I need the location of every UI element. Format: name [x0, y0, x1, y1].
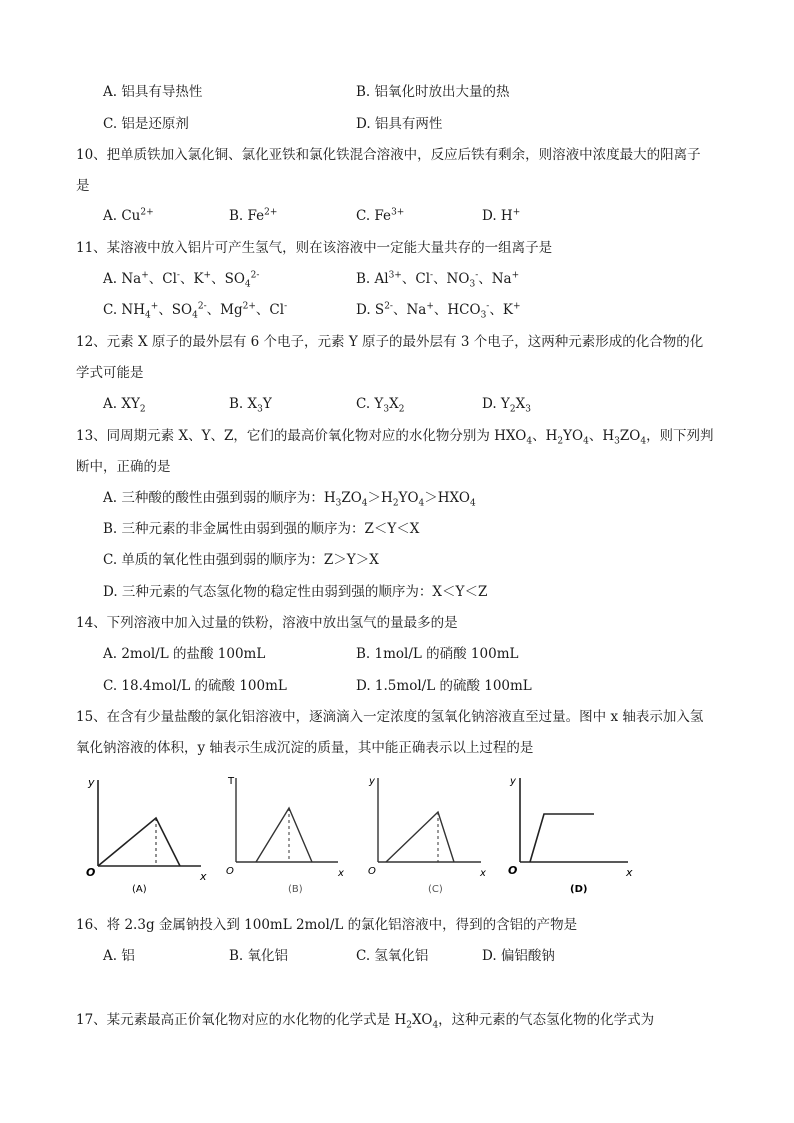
q13-option-b: B. 三种元素的非金属性由弱到强的顺序为：Z＜Y＜X: [103, 521, 420, 537]
q15-graphs: [76, 770, 656, 900]
q9-option-d: D. 铝具有两性: [356, 116, 443, 132]
q13-stem-line2: 断中，正确的是: [76, 459, 171, 475]
graph-b-label: (B): [288, 884, 303, 895]
q14-option-c: C. 18.4mol/L 的硫酸 100mL: [103, 678, 287, 694]
q12-option-b: B. $X_3Y$: [229, 396, 272, 415]
q11-option-b: B. $Al^{3+}$、Cl-、$NO_3^-$、Na+: [356, 270, 520, 290]
graph-a-y-label: y: [88, 776, 95, 789]
q14-option-d: D. 1.5mol/L 的硫酸 100mL: [356, 678, 532, 694]
q11-option-a: A. Na+、Cl-、K+、$SO_4^{2-}$: [103, 270, 260, 290]
q9-option-b: B. 铝氧化时放出大量的热: [356, 84, 510, 100]
q11-stem: 11、某溶液中放入铝片可产生氢气，则在该溶液中一定能大量共存的一组离子是: [76, 240, 553, 256]
graph-b-origin: O: [226, 866, 234, 877]
graph-c-x-label: x: [480, 868, 486, 879]
q13-stem-line1: 13、同周期元素 X、Y、Z，它们的最高价氧化物对应的水化物分别为 $HXO_4$、$H_2YO_4$、$H_3ZO_4$，则下列判: [76, 428, 714, 447]
graph-a-curve: [98, 818, 180, 866]
q16-option-d: D. 偏铝酸钠: [482, 948, 555, 964]
q10-option-b: B. $Fe^{2+}$: [229, 207, 278, 224]
graph-d-x-label: x: [626, 866, 633, 879]
q16-option-c: C. 氢氧化铝: [356, 948, 429, 964]
q14-stem: 14、下列溶液中加入过量的铁粉，溶液中放出氢气的量最多的是: [76, 615, 458, 631]
graph-b-curve: [256, 808, 312, 862]
graph-c-curve: [386, 812, 454, 862]
q9-option-a: A. 铝具有导热性: [103, 84, 203, 100]
graph-d-y-label: y: [510, 776, 516, 787]
q12-option-c: C. $Y_3X_2$: [356, 396, 405, 415]
graph-d: [520, 778, 628, 862]
graph-a-label: (A): [132, 884, 147, 895]
q10-option-c: C. $Fe^{3+}$: [356, 207, 405, 224]
graph-a: [98, 780, 201, 866]
q12-stem-line1: 12、元素 X 原子的最外层有 6 个电子，元素 Y 原子的最外层有 3 个电子，这两种元素形成的化合物的化: [76, 334, 704, 350]
q12-stem-line2: 学式可能是: [76, 365, 144, 381]
q13-option-d: D. 三种元素的气态氢化物的稳定性由弱到强的顺序为：X＜Y＜Z: [103, 584, 488, 600]
q12-option-d: D. $Y_2X_3$: [482, 396, 531, 415]
graph-a-origin: O: [86, 866, 96, 879]
q16-option-a: A. 铝: [103, 948, 135, 964]
q15-stem-line1: 15、在含有少量盐酸的氯化铝溶液中，逐滴滴入一定浓度的氢氧化钠溶液直至过量。图中 x 轴表示加入氢: [76, 709, 704, 725]
graph-c-origin: O: [368, 866, 376, 877]
q17-stem: 17、某元素最高正价氧化物对应的水化物的化学式是 $H_2XO_4$，这种元素的气态氢化物的化学式为: [76, 1012, 655, 1031]
graph-d-origin: O: [508, 864, 518, 877]
q12-option-a: A. $XY_2$: [103, 396, 146, 415]
q16-stem: 16、将 2.3g 金属钠投入到 100mL 2mol/L 的氯化铝溶液中，得到的含铝的产物是: [76, 917, 578, 933]
q16-option-b: B. 氧化铝: [229, 948, 289, 964]
q10-stem-line1: 10、把单质铁加入氯化铜、氯化亚铁和氯化铁混合溶液中，反应后铁有剩余，则溶液中浓度最大的阳离子: [76, 147, 701, 163]
graph-c-y-label: y: [369, 776, 375, 787]
graph-b: [236, 778, 338, 862]
graph-b-x-label: x: [338, 868, 344, 879]
q14-option-a: A. 2mol/L 的盐酸 100mL: [103, 646, 266, 662]
q13-option-c: C. 单质的氧化性由强到弱的顺序为：Z＞Y＞X: [103, 552, 379, 568]
q10-option-a: A. $Cu^{2+}$: [103, 207, 154, 224]
q15-stem-line2: 氧化钠溶液的体积，y 轴表示生成沉淀的质量，其中能正确表示以上过程的是: [76, 740, 534, 756]
graph-c-label: (C): [428, 884, 443, 895]
q11-option-d: D. $S^{2-}$、Na+、$HCO_3^-$、K+: [356, 301, 521, 321]
q13-option-a: A. 三种酸的酸性由强到弱的顺序为：$H_3ZO_4>H_2YO_4>HXO_4$: [103, 490, 476, 509]
graph-d-curve: [530, 814, 594, 862]
q11-option-c: C. $NH_4^+$、$SO_4^{2-}$、$Mg^{2+}$、Cl-: [103, 301, 288, 321]
graph-b-y-label: T: [228, 776, 235, 787]
graph-a-x-label: x: [200, 870, 207, 883]
graph-d-label: (D): [570, 884, 588, 895]
q9-option-c: C. 铝是还原剂: [103, 116, 189, 132]
q10-option-d: D. H+: [482, 207, 521, 224]
q14-option-b: B. 1mol/L 的硝酸 100mL: [356, 646, 519, 662]
q10-stem-line2: 是: [76, 178, 90, 194]
graph-c: [378, 778, 481, 862]
